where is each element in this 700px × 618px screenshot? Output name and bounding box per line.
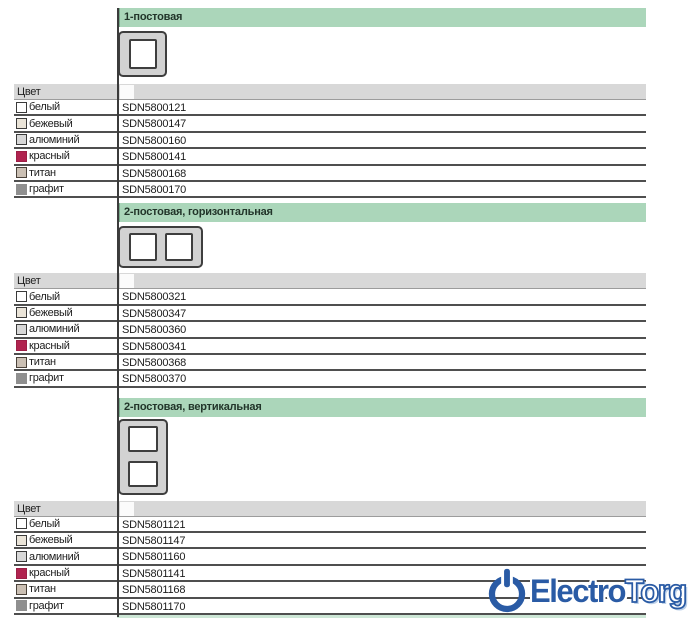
table-row bbox=[14, 355, 646, 371]
illustration-row bbox=[14, 222, 646, 273]
illustration-cell bbox=[117, 27, 646, 84]
section-header bbox=[117, 203, 646, 222]
column-divider bbox=[117, 8, 119, 617]
product-code-cell bbox=[117, 549, 646, 563]
color-swatch-titanium bbox=[16, 357, 27, 368]
color-name-label: бежевый bbox=[29, 534, 73, 547]
color-header-row bbox=[14, 501, 646, 517]
frame-window bbox=[128, 461, 158, 487]
color-name-cell bbox=[14, 322, 117, 336]
color-swatch-aluminium bbox=[16, 324, 27, 335]
product-code: SDN5800368 bbox=[122, 356, 187, 369]
color-name-cell bbox=[14, 371, 117, 385]
color-column-label: Цвет bbox=[14, 501, 117, 516]
color-swatch-white bbox=[16, 291, 27, 302]
color-swatch-beige bbox=[16, 535, 27, 546]
product-code-cell bbox=[117, 289, 646, 303]
color-name-cell bbox=[14, 517, 117, 531]
color-name-label: титан bbox=[29, 356, 56, 369]
product-code: SDN5801170 bbox=[122, 600, 186, 613]
table-row bbox=[14, 549, 646, 565]
product-code: SDN5800121 bbox=[122, 102, 187, 114]
product-code: SDN5801141 bbox=[122, 567, 186, 580]
table-row bbox=[14, 533, 646, 549]
frame-illustration-double-horizontal bbox=[118, 226, 203, 268]
table-row bbox=[14, 182, 646, 198]
color-name-label: красный bbox=[29, 567, 70, 580]
product-code: SDN5800160 bbox=[122, 134, 187, 147]
color-name-cell bbox=[14, 566, 117, 580]
table-row bbox=[14, 306, 646, 322]
product-code-cell bbox=[117, 306, 646, 320]
color-swatch-red bbox=[16, 568, 27, 579]
color-name-label: графит bbox=[29, 372, 64, 385]
color-name-label: белый bbox=[29, 517, 60, 530]
frame-window bbox=[129, 233, 157, 261]
power-icon bbox=[486, 568, 528, 614]
color-swatch-graphite bbox=[16, 373, 27, 384]
color-name-cell bbox=[14, 149, 117, 163]
color-header-right-cell bbox=[117, 273, 646, 288]
illustration-cell bbox=[117, 222, 646, 273]
illustration-row bbox=[14, 417, 646, 501]
color-name-label: графит bbox=[29, 599, 64, 612]
color-swatch-white bbox=[16, 102, 27, 113]
illustration-left-spacer bbox=[14, 417, 117, 501]
product-code-cell bbox=[117, 100, 646, 114]
swatch-placeholder bbox=[120, 85, 134, 99]
color-name-label: титан bbox=[29, 583, 56, 596]
color-column-label: Цвет bbox=[14, 273, 117, 288]
header-left-spacer bbox=[14, 8, 117, 27]
color-name-cell bbox=[14, 133, 117, 147]
color-swatch-red bbox=[16, 151, 27, 162]
color-name-cell bbox=[14, 599, 117, 613]
product-code-cell bbox=[117, 355, 646, 369]
table-row bbox=[14, 289, 646, 305]
section-header-row bbox=[14, 203, 646, 222]
illustration-left-spacer bbox=[14, 27, 117, 84]
product-code: SDN5800341 bbox=[122, 340, 187, 353]
color-name-label: бежевый bbox=[29, 306, 73, 319]
color-swatch-beige bbox=[16, 118, 27, 129]
product-code-cell bbox=[117, 116, 646, 130]
table-row bbox=[14, 371, 646, 387]
product-code-cell bbox=[117, 133, 646, 147]
product-code-cell bbox=[117, 182, 646, 196]
table-row bbox=[14, 116, 646, 132]
product-code-cell bbox=[117, 533, 646, 547]
color-column-label: Цвет bbox=[14, 84, 117, 99]
color-swatch-graphite bbox=[16, 184, 27, 195]
frame-illustration-single bbox=[118, 31, 167, 77]
product-code: SDN5800147 bbox=[122, 118, 187, 131]
color-name-label: красный bbox=[29, 150, 70, 163]
color-name-cell bbox=[14, 355, 117, 369]
color-name-cell bbox=[14, 100, 117, 114]
table-row bbox=[14, 339, 646, 355]
table-row bbox=[14, 166, 646, 182]
color-swatch-aluminium bbox=[16, 134, 27, 145]
color-swatch-red bbox=[16, 340, 27, 351]
product-section bbox=[14, 8, 646, 198]
color-swatch-beige bbox=[16, 307, 27, 318]
product-code: SDN5800170 bbox=[122, 183, 187, 196]
color-swatch-white bbox=[16, 518, 27, 529]
product-code: SDN5800370 bbox=[122, 373, 187, 386]
product-code-cell bbox=[117, 149, 646, 163]
brand-text-solid: Electro bbox=[530, 573, 626, 609]
header-left-spacer bbox=[14, 398, 117, 417]
table-row bbox=[14, 149, 646, 165]
product-code-cell bbox=[117, 322, 646, 336]
color-header-right-cell bbox=[117, 84, 646, 99]
color-name-label: белый bbox=[29, 290, 60, 303]
color-name-cell bbox=[14, 582, 117, 596]
table-row bbox=[14, 517, 646, 533]
color-swatch-aluminium bbox=[16, 551, 27, 562]
color-name-label: алюминий bbox=[29, 323, 80, 336]
section-header bbox=[117, 8, 646, 27]
color-name-label: красный bbox=[29, 339, 70, 352]
color-name-label: алюминий bbox=[29, 550, 80, 563]
product-code-cell bbox=[117, 166, 646, 180]
color-name-label: белый bbox=[29, 101, 60, 114]
brand-text-outline: Torg bbox=[625, 573, 686, 609]
product-table bbox=[14, 8, 646, 618]
product-code: SDN5801121 bbox=[122, 518, 186, 531]
color-swatch-titanium bbox=[16, 584, 27, 595]
section-title: 2-постовая, вертикальная bbox=[124, 400, 262, 413]
color-name-cell bbox=[14, 533, 117, 547]
color-name-cell bbox=[14, 182, 117, 196]
product-code: SDN5800321 bbox=[122, 291, 187, 304]
product-code-cell bbox=[117, 339, 646, 353]
color-header-right-cell bbox=[117, 501, 646, 516]
color-name-label: титан bbox=[29, 166, 56, 179]
header-left-spacer bbox=[14, 203, 117, 222]
illustration-row bbox=[14, 27, 646, 84]
color-name-label: бежевый bbox=[29, 117, 73, 130]
color-name-label: графит bbox=[29, 183, 64, 196]
color-name-cell bbox=[14, 166, 117, 180]
product-section bbox=[14, 203, 646, 387]
product-code: SDN5800347 bbox=[122, 307, 187, 320]
product-code: SDN5800360 bbox=[122, 324, 187, 337]
product-code: SDN5801147 bbox=[122, 535, 186, 548]
frame-illustration-double-vertical bbox=[118, 419, 168, 495]
table-row bbox=[14, 322, 646, 338]
product-code: SDN5800168 bbox=[122, 167, 187, 180]
table-row bbox=[14, 133, 646, 149]
color-swatch-titanium bbox=[16, 167, 27, 178]
swatch-placeholder bbox=[120, 274, 134, 288]
section-header-row bbox=[14, 8, 646, 27]
swatch-placeholder bbox=[120, 502, 134, 516]
product-code-cell bbox=[117, 517, 646, 531]
illustration-left-spacer bbox=[14, 222, 117, 273]
color-name-cell bbox=[14, 306, 117, 320]
illustration-cell bbox=[117, 417, 646, 501]
frame-window bbox=[165, 233, 193, 261]
color-name-cell bbox=[14, 289, 117, 303]
color-name-cell bbox=[14, 549, 117, 563]
color-header-row bbox=[14, 84, 646, 100]
product-code-cell bbox=[117, 371, 646, 385]
table-row bbox=[14, 100, 646, 116]
color-swatch-graphite bbox=[16, 600, 27, 611]
color-name-cell bbox=[14, 116, 117, 130]
product-code: SDN5801160 bbox=[122, 551, 186, 564]
section-header bbox=[117, 398, 646, 417]
color-name-cell bbox=[14, 339, 117, 353]
electrotorg-watermark bbox=[486, 566, 691, 616]
color-header-row bbox=[14, 273, 646, 289]
product-code: SDN5801168 bbox=[122, 584, 186, 597]
section-header-row bbox=[14, 398, 646, 417]
frame-window bbox=[129, 39, 157, 69]
product-code: SDN5800141 bbox=[122, 151, 187, 164]
section-title: 1-постовая bbox=[124, 11, 183, 23]
color-name-label: алюминий bbox=[29, 133, 80, 146]
frame-window bbox=[128, 426, 158, 452]
section-title: 2-постовая, горизонтальная bbox=[124, 206, 273, 219]
